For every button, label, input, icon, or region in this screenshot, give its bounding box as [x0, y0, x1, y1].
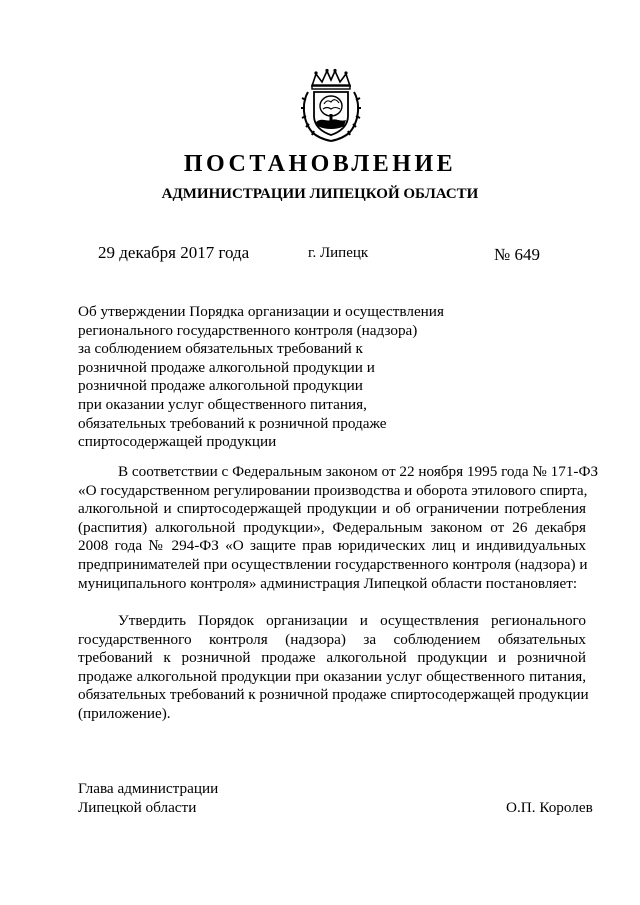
paragraph-line: предпринимателей при осуществлении государственного контроля (надзора) и	[78, 555, 588, 573]
paragraph-line: «О государственном регулировании производства и оборота этилового спирта,	[78, 481, 588, 499]
signatory-position-line: Липецкой области	[78, 798, 197, 816]
paragraph-line: 2008 года № 294-ФЗ «О защите прав юридических лиц и индивидуальных	[78, 537, 586, 555]
subject-line: спиртосодержащей продукции	[78, 433, 277, 451]
subject-line: розничной продаже алкогольной продукции	[78, 377, 363, 395]
subject-line: розничной продаже алкогольной продукции и	[78, 358, 375, 376]
signatory-position-line: Глава администрации	[78, 780, 219, 797]
subject-line: при оказании услуг общественного питания,	[78, 395, 367, 413]
paragraph-line: муниципального контроля» администрация Липецкой области постановляет:	[78, 574, 578, 592]
subject-line: обязательных требований к розничной продаже	[78, 414, 387, 432]
subject-line: за соблюдением обязательных требований к	[78, 340, 363, 358]
paragraph-line: алкогольной и спиртосодержащей продукции и об ограничении потребления	[78, 500, 586, 518]
paragraph-line: обязательных требований к розничной продаже спиртосодержащей продукции	[78, 686, 589, 704]
paragraph-line: требований к розничной продаже алкогольной продукции и розничной	[78, 649, 586, 667]
subject-line: Об утверждении Порядка организации и осуществления	[78, 303, 444, 320]
document-title: ПОСТАНОВЛЕНИЕ	[183, 151, 457, 177]
paragraph-line: (распития) алкогольной продукции», Федеральным законом от 26 декабря	[78, 518, 586, 536]
subject-line: регионального государственного контроля (надзора)	[78, 321, 418, 339]
document-city: г. Липецк	[308, 245, 369, 261]
signatory-position	[78, 780, 218, 817]
paragraph-line: государственного контроля (надзора) за соблюдением обязательных	[78, 630, 586, 648]
preamble-paragraph	[78, 463, 599, 593]
coat-of-arms-icon	[298, 68, 364, 142]
issuing-authority: АДМИНИСТРАЦИИ ЛИПЕЦКОЙ ОБЛАСТИ	[161, 186, 479, 202]
document-number: № 649	[494, 245, 540, 264]
paragraph-line: (приложение).	[78, 704, 171, 722]
document-date: 29 декабря 2017 года	[98, 243, 250, 262]
paragraph-line: Утвердить Порядок организации и осуществления регионального	[118, 612, 586, 629]
resolution-paragraph	[78, 612, 589, 724]
paragraph-line: В соответствии с Федеральным законом от 22 ноября 1995 года № 171-ФЗ	[118, 463, 599, 480]
document-subject	[78, 303, 558, 452]
paragraph-line: продаже алкогольной продукции при оказании услуг общественного питания,	[78, 667, 586, 685]
signatory-name: О.П. Королев	[506, 799, 593, 816]
